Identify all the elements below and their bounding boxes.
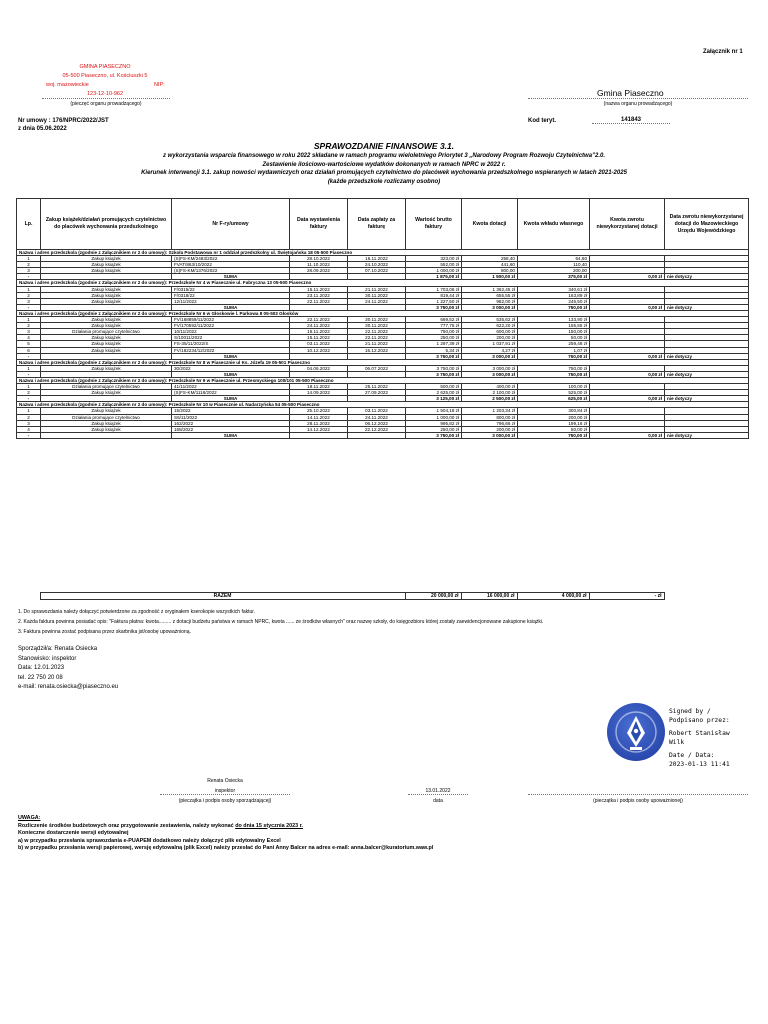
table-cell: 777,75 zł: [406, 323, 462, 329]
column-header: Kwota dotacji: [462, 199, 518, 250]
column-header: Kwota wkładu własnego: [518, 199, 590, 250]
sum-cell: -: [17, 304, 41, 310]
section-title: Nazwa i adres przedszkola (zgodnie z Załącznikiem nr 2 do umowy): Przedszkole Nr 8 w Piasecznie ul Ks. Józefa 19 05-501 Piaseczno: [17, 359, 749, 365]
table-cell: 1: [17, 408, 41, 414]
table-cell: 24.11.2022: [348, 298, 406, 304]
sum-label: SUMA: [172, 353, 290, 359]
table-cell: 06.12.2022: [348, 420, 406, 426]
table-cell: 28.11.2022: [290, 420, 348, 426]
table-cell: Zakup książek: [41, 262, 172, 268]
signature-text: [669, 708, 730, 769]
table-cell: 995,82 zł: [406, 420, 462, 426]
table-cell: 1: [17, 317, 41, 323]
table-cell: 1: [17, 256, 41, 262]
table-cell: 800,00 zł: [462, 414, 518, 420]
table-cell: Zakup książek: [41, 286, 172, 292]
signature-line: Podpisano przez:: [669, 716, 730, 724]
authorized-label: (pieczątka i podpis osoby upoważnionej): [593, 798, 683, 804]
table-cell: Zakup książek: [41, 292, 172, 298]
table-cell: 340,61 zł: [518, 286, 590, 292]
sum-cell: 3 000,00 zł: [462, 304, 518, 310]
table-cell: 655,55 zł: [462, 292, 518, 298]
signature-line: 2023-01-13 11:41: [669, 760, 730, 768]
table-cell: 24.10.2022: [348, 262, 406, 268]
table-cell: 25.11.2022: [348, 384, 406, 390]
prepared-by: [18, 645, 118, 693]
table-cell: 2: [17, 292, 41, 298]
column-header: Nr F-ry/umowy: [172, 199, 290, 250]
table-cell: 2: [17, 262, 41, 268]
table-cell: 5: [17, 341, 41, 347]
table-cell: Zakup książek: [41, 268, 172, 274]
signature-line: Date / Data:: [669, 752, 715, 759]
teryt-code: 141843: [592, 117, 670, 124]
table-cell: 1,07 zł: [518, 347, 590, 353]
table-cell: 600,00 zł: [462, 329, 518, 335]
table-cell: 441,60: [462, 262, 518, 268]
table-cell: 1 703,06 zł: [406, 286, 462, 292]
table-cell: 250,00 zł: [406, 335, 462, 341]
table-cell: 12/11/2022: [172, 298, 290, 304]
organ-name-label: (nazwa organu prowadzącego): [603, 101, 673, 107]
table-cell: 2 100,00 zł: [462, 390, 518, 396]
table-cell: 245,50 zł: [518, 298, 590, 304]
sum-cell: -: [17, 274, 41, 280]
table-cell: 15.12.2022: [348, 347, 406, 353]
table-cell: (S)FS-KM/2483/2022: [172, 256, 290, 262]
table-cell: 982,00 zł: [462, 298, 518, 304]
date-label: data: [433, 798, 443, 804]
sign-date: 13.01.2022: [425, 788, 451, 794]
sum-label: SUMA: [172, 304, 290, 310]
sum-cell: nie dotyczy: [665, 274, 749, 280]
organ-nip: 123-12-10-962: [86, 91, 124, 97]
totals-refund: - zł: [589, 593, 664, 600]
table-cell: 163,89 zł: [518, 292, 590, 298]
table-cell: 22.11.2022: [348, 329, 406, 335]
signer-label: (pieczątka i podpis osoby sporządzającej): [178, 798, 272, 804]
footer-line-4: b) w przypadku przesłania wersji papierowej, wersję edytowalną (plik Excel) należy przesłać do Pani Anny Balcer na adres e-mail: anna.balcer@kuratorium.waw.pl: [18, 845, 434, 852]
sum-cell: 3 750,00 zł: [406, 432, 462, 438]
organ-region-row: [40, 81, 170, 90]
table-cell: 200,00 zł: [518, 414, 590, 420]
table-cell: 323,00 zł: [406, 256, 462, 262]
table-cell: 300,84 zł: [518, 408, 590, 414]
organ-address: 05-500 Piaseczno, ul. Kościuszki 5: [62, 73, 148, 79]
table-cell: FV/182234/12/2022: [172, 347, 290, 353]
sum-cell: [290, 432, 348, 438]
table-cell: 150,00 zł: [518, 329, 590, 335]
section-title: Nazwa i adres przedszkola (zgodnie z Załącznikiem nr 2 do umowy): Szkoła Podstawowa nr 1 oddział przedszkolny ul. Świętojańska 18 05-500 Piaseczno: [17, 250, 749, 256]
sum-cell: 2 500,00 zł: [462, 396, 518, 402]
totals-table: [16, 592, 748, 600]
sum-cell: 0,00 zł: [590, 371, 665, 377]
footer-title: UWAGA:: [18, 815, 41, 821]
totals-row: [16, 593, 748, 600]
table-cell: S6/11/2022: [172, 414, 290, 420]
table-cell: 155,55 zł: [518, 323, 590, 329]
notes: [18, 607, 543, 637]
sum-cell: -: [17, 396, 41, 402]
table-cell: FV/170592/11/2022: [172, 323, 290, 329]
table-cell: 1 000,00 zł: [406, 268, 462, 274]
table-cell: 500,00 zł: [406, 384, 462, 390]
sum-label: SUMA: [172, 396, 290, 402]
table-cell: 819,44 zł: [406, 292, 462, 298]
table-cell: 24.11.2022: [290, 323, 348, 329]
totals-spacer: [16, 593, 40, 600]
table-cell: 1 227,50 zł: [406, 298, 462, 304]
teryt-label: Kod teryt.: [528, 118, 557, 124]
table-cell: 4,27 zł: [462, 347, 518, 353]
sum-label: SUMA: [172, 371, 290, 377]
table-cell: 1: [17, 384, 41, 390]
table-cell: 14.09.2022: [290, 390, 348, 396]
sum-cell: 375,00 zł: [518, 274, 590, 280]
table-cell: 3: [17, 420, 41, 426]
organ-name-right: Gmina Piaseczno: [597, 88, 664, 98]
sum-cell: [348, 432, 406, 438]
table-cell: 2: [17, 323, 41, 329]
table-cell: 796,66 zł: [462, 420, 518, 426]
table-cell: 2: [17, 390, 41, 396]
table-cell: 4: [17, 426, 41, 432]
column-header: Zakup książek/działań promujących czytelnictwo do placówek wychowania przedszkolnego: [41, 199, 172, 250]
table-cell: Zakup książek: [41, 390, 172, 396]
column-header: Data zapłaty za fakturę: [348, 199, 406, 250]
signature-seal-icon: [607, 703, 665, 761]
table-cell: 30.11.2022: [348, 317, 406, 323]
sum-cell: -: [17, 432, 41, 438]
signature-line: Wilk: [669, 738, 685, 746]
table-cell: 10.12.2022: [290, 347, 348, 353]
table-cell: 1 000,00 zł: [406, 414, 462, 420]
section-title: Nazwa i adres przedszkola (zgodnie z Załącznikiem nr 2 do umowy): Przedszkole Nr 6 w Głoskowie l. Parkowa 8 05-503 Głosków: [17, 310, 749, 316]
title-line4: (każde przedszkole rozliczamy osobno): [327, 179, 441, 185]
table-cell: S/10011/2022: [172, 335, 290, 341]
sum-cell: 750,00 zł: [518, 353, 590, 359]
table-cell: 552,00 zł: [406, 262, 462, 268]
sum-cell: [41, 432, 172, 438]
table-cell: 3: [17, 329, 41, 335]
footer-deadline: do dnia 15 stycznia 2023 r.: [235, 822, 303, 829]
sum-cell: nie dotyczy: [665, 432, 749, 438]
table-cell: 1 203,34 zł: [462, 408, 518, 414]
sum-row: [17, 432, 749, 438]
sum-label: SUMA: [172, 432, 290, 438]
table-cell: F/0315/22: [172, 286, 290, 292]
sum-cell: 3 000,00 zł: [462, 432, 518, 438]
table-cell: 06.07.2022: [348, 365, 406, 371]
table-cell: 14.11.2022: [290, 414, 348, 420]
table-cell: Działania promujące czytelnictwo: [41, 329, 172, 335]
table-cell: 535,62 zł: [462, 317, 518, 323]
table-cell: (S)FS-KM/1118/2022: [172, 390, 290, 396]
expense-table: [16, 198, 749, 439]
table-cell: 16.11.2022: [348, 256, 406, 262]
table-cell: FV/168859/11/2022: [172, 317, 290, 323]
table-cell: 04.06.2022: [290, 365, 348, 371]
sum-cell: 625,00 zł: [518, 396, 590, 402]
table-cell: 2 625,00 zł: [406, 390, 462, 396]
table-cell: 3: [17, 268, 41, 274]
table-cell: 622,20 zł: [462, 323, 518, 329]
organ-stamp: [40, 63, 170, 99]
date-line: [408, 794, 468, 795]
table-cell: Zakup książek: [41, 323, 172, 329]
sum-cell: -: [17, 353, 41, 359]
table-cell: 800,00: [462, 268, 518, 274]
table-cell: Zakup książek: [41, 335, 172, 341]
sum-cell: 3 000,00 zł: [462, 353, 518, 359]
table-cell: 669,52 zł: [406, 317, 462, 323]
table-cell: Działania promujące czytelnictwo: [41, 384, 172, 390]
table-cell: 50,00 zł: [518, 335, 590, 341]
stamp-label: (pieczęć organu prowadzącego): [70, 101, 142, 107]
table-cell: 18.11.2022: [290, 384, 348, 390]
table-cell: Zakup książek: [41, 408, 172, 414]
table-cell: 28.09.2022: [290, 268, 348, 274]
sum-cell: 3 125,00 zł: [406, 396, 462, 402]
table-cell: 162/2022: [172, 420, 290, 426]
table-cell: 525,00 zł: [518, 390, 590, 396]
sum-cell: 3 750,00 zł: [406, 371, 462, 377]
table-cell: 24.11.2022: [348, 414, 406, 420]
prepared-position: Stanowisko: inspektor: [18, 655, 77, 662]
totals-spacer-right: [664, 593, 748, 600]
stamp-line: [42, 98, 170, 99]
footer-line-1: [18, 823, 433, 831]
sum-cell: 3 000,00 zł: [462, 371, 518, 377]
table-cell: 41/11/2022: [172, 384, 290, 390]
table-cell: Zakup książek: [41, 426, 172, 432]
table-cell: 2: [17, 414, 41, 420]
table-cell: 250,00 zł: [406, 426, 462, 432]
table-cell: 21.11.2022: [348, 286, 406, 292]
table-cell: Działania promujące czytelnictwo: [41, 414, 172, 420]
sum-cell: nie dotyczy: [665, 304, 749, 310]
table-cell: Zakup książek: [41, 298, 172, 304]
sum-cell: 750,00 zł: [518, 371, 590, 377]
footer-notice: [18, 815, 433, 853]
table-cell: 199,16 zł: [518, 420, 590, 426]
table-cell: 3 000,00 zł: [462, 365, 518, 371]
table-cell: 30/2022: [172, 365, 290, 371]
table-cell: F/0318/22: [172, 292, 290, 298]
table-cell: 6: [17, 347, 41, 353]
table-cell: 50,00 zł: [518, 426, 590, 432]
footer-line-1-text: Rozliczenie środków budżetowych oraz przygotowanie zestawienia, należy wykonać: [18, 822, 236, 829]
table-cell: 10/11/2022: [172, 329, 290, 335]
table-cell: 22.12.2022: [348, 426, 406, 432]
sum-cell: -: [17, 371, 41, 377]
totals-own: 4 000,00 zł: [517, 593, 589, 600]
table-cell: 15.11.2022: [290, 335, 348, 341]
table-cell: Zakup książek: [41, 420, 172, 426]
table-cell: 1 297,39 zł: [406, 341, 462, 347]
table-cell: 200,00 zł: [462, 335, 518, 341]
title-main: SPRAWOZDANIE FINANSOWE 3.1.: [313, 141, 455, 151]
sum-cell: 1 500,00 zł: [462, 274, 518, 280]
title-line3: Kierunek interwencji 3.1. zakup nowości wydawniczych oraz działań promujących czytelnictwo do placówek wychowania przedszkolnego wspieranych w latach 2021-2025: [141, 170, 627, 176]
organ-nip-label: NIP:: [154, 82, 165, 88]
table-cell: 03.11.2022: [348, 408, 406, 414]
prepared-date: Data: 12.01.2023: [18, 665, 65, 671]
table-cell: 15.11.2022: [290, 329, 348, 335]
table-cell: FS-35/11/2022/S: [172, 341, 290, 347]
footer-line-2: Konieczne dostarczenie wersji edytowalnej: [18, 830, 129, 837]
sum-cell: 0,00 zł: [590, 396, 665, 402]
table-cell: 133,90 zł: [518, 317, 590, 323]
sum-cell: 3 750,00 zł: [406, 353, 462, 359]
table-cell: 1: [17, 286, 41, 292]
table-cell: Zakup książek: [41, 317, 172, 323]
attachment-label: Załącznik nr 1: [703, 49, 743, 55]
table-cell: 1 504,18 zł: [406, 408, 462, 414]
table-cell: 21.11.2022: [348, 341, 406, 347]
table-cell: 22.11.2022: [348, 335, 406, 341]
prepared-email: e-mail: renata.osiecka@piaseczno.eu: [18, 684, 119, 690]
sum-label: SUMA: [172, 274, 290, 280]
table-cell: 1 362,45 zł: [462, 286, 518, 292]
column-header: Data zwrotu niewykorzystanej dotacji do Mazowieckiego Urzędu Wojewódzkiego: [665, 199, 749, 250]
table-cell: 30.11.2022: [348, 323, 406, 329]
sum-cell: 750,00 zł: [518, 432, 590, 438]
table-cell: (S)FS-KM/1376/2022: [172, 268, 290, 274]
table-cell: 3: [17, 298, 41, 304]
note-2: 2. Każda faktura powinna posiadać opis: "Faktura płatna: kwota......... z dotacji budżetu państwa w ramach NPRC, kwota ...... ze środków własnych" oraz nazwę szkoły, do księgozbioru której zostały zaewidencjonowane zakupione książki.: [18, 619, 544, 625]
report-title: [0, 141, 768, 186]
sum-cell: nie dotyczy: [665, 353, 749, 359]
sum-cell: 1 875,00 zł: [406, 274, 462, 280]
contract-number: Nr umowy : 176/NPRC/2022/JST: [18, 118, 109, 124]
totals-gross: 20 000,00 zł: [405, 593, 461, 600]
signature-line: Signed by /: [669, 708, 711, 715]
sum-cell: 0,00 zł: [590, 274, 665, 280]
table-cell: 30.11.2022: [348, 292, 406, 298]
contract-date: z dnia 05.06.2022: [18, 126, 67, 132]
table-cell: 25.10.2022: [290, 408, 348, 414]
signer-line: [160, 794, 290, 795]
prepared-phone: tel. 22 750 20 08: [18, 674, 63, 681]
note-3: 3. Faktura powinna zostać podpisana przez skarbnika jst/osobę upoważnioną.: [18, 629, 191, 635]
column-header: Data wystawienia faktury: [290, 199, 348, 250]
table-cell: 1 037,91 zł: [462, 341, 518, 347]
table-cell: 258,40: [462, 256, 518, 262]
table-header-row: [17, 199, 749, 250]
organ-name-line: [528, 98, 748, 99]
table-cell: 750,00 zł: [406, 329, 462, 335]
sum-cell: 0,00 zł: [590, 353, 665, 359]
table-cell: 400,00 zł: [462, 384, 518, 390]
table-cell: 11.10.2022: [290, 262, 348, 268]
table-cell: 110,40: [518, 262, 590, 268]
title-line2: Zestawienie ilościowo-wartościowe wydatków dokonanych w ramach NPRC w 2022 r.: [262, 162, 506, 168]
table-cell: 28.10.2022: [290, 256, 348, 262]
sum-cell: 3 750,00 zł: [406, 304, 462, 310]
authorized-line: [528, 794, 748, 795]
sum-cell: nie dotyczy: [665, 371, 749, 377]
column-header: Lp.: [17, 199, 41, 250]
table-cell: 15/2022: [172, 408, 290, 414]
table-cell: 168/2022: [172, 426, 290, 432]
table-cell: 27.09.2022: [348, 390, 406, 396]
signer-name: Renata Osiecka: [207, 778, 243, 784]
prepared-name: Sporządził/a: Renata Osiecka: [18, 646, 98, 652]
table-cell: Zakup książek: [41, 256, 172, 262]
table-cell: 3 750,00 zł: [406, 365, 462, 371]
signer-position: inspektor: [214, 788, 236, 794]
table-cell: 14.12.2022: [290, 426, 348, 432]
table-cell: 200,00: [518, 268, 590, 274]
table-cell: 22.11.2022: [290, 317, 348, 323]
totals-grant: 16 000,00 zł: [461, 593, 517, 600]
table-cell: 22.11.2022: [290, 298, 348, 304]
section-title: Nazwa i adres przedszkola (zgodnie z Załącznikiem nr 2 do umowy): Przedszkole Nr 10 w Piasecznie ul. Nadarzyńska 54 05-500 Piaseczno: [17, 402, 749, 408]
sum-cell: 0,00 zł: [590, 304, 665, 310]
table-cell: 64,60: [518, 256, 590, 262]
table-cell: 1: [17, 365, 41, 371]
totals-label: RAZEM: [40, 593, 405, 600]
table-cell: FVAT/863/10/2022: [172, 262, 290, 268]
section-title: Nazwa i adres przedszkola (zgodnie z Załącznikiem nr 2 do umowy): Przedszkole Nr 4 w Piasecznie ul. Fabryczna 13 05-500 Piaseczno: [17, 280, 749, 286]
table-cell: 07.10.2022: [348, 268, 406, 274]
table-cell: 4: [17, 335, 41, 341]
signature-line: Robert Stanisław: [669, 730, 730, 737]
table-cell: 03.11.2022: [290, 341, 348, 347]
column-header: Wartość brutto faktury: [406, 199, 462, 250]
table-cell: 5,34 zł: [406, 347, 462, 353]
table-cell: 100,00 zł: [518, 384, 590, 390]
table-cell: 200,00 zł: [462, 426, 518, 432]
table-cell: Zakup książek: [41, 365, 172, 371]
section-title: Nazwa i adres przedszkola (zgodnie z Załącznikiem nr 2 do umowy): Przedszkole Nr 9 w Piasecznie ul. Przesmyckiego 100/101 05-500 Piaseczno: [17, 377, 749, 383]
title-line1: z wykorzystania wsparcia finansowego w roku 2022 składane w ramach programu wieloletniego Priorytet 3 „Narodowy Program Rozwoju Czytelnictwa”2.0.: [162, 153, 606, 159]
organ-name: GMINA PIASECZNO: [79, 64, 131, 70]
table-cell: 23.11.2022: [290, 292, 348, 298]
sum-cell: 0,00 zł: [590, 432, 665, 438]
table-cell: Zakup książek: [41, 347, 172, 353]
column-header: Kwota zwrotu niewykorzystanej dotacji: [590, 199, 665, 250]
sum-cell: 750,00 zł: [518, 304, 590, 310]
table-cell: 259,48 zł: [518, 341, 590, 347]
table-cell: 15.11.2022: [290, 286, 348, 292]
organ-region: woj. mazowieckie: [46, 82, 89, 88]
sum-cell: nie dotyczy: [665, 396, 749, 402]
footer-line-3: a) w przypadku przesłania sprawozdania e-PUAPEM dodatkowo należy dołączyć plik edytowalny Excel: [18, 837, 281, 844]
table-cell: 750,00 zł: [518, 365, 590, 371]
table-cell: Zakup książek: [41, 341, 172, 347]
note-1: 1. Do sprawozdania należy dołączyć potwierdzone za zgodność z oryginałem kserokopie wszystkich faktur.: [18, 609, 256, 615]
